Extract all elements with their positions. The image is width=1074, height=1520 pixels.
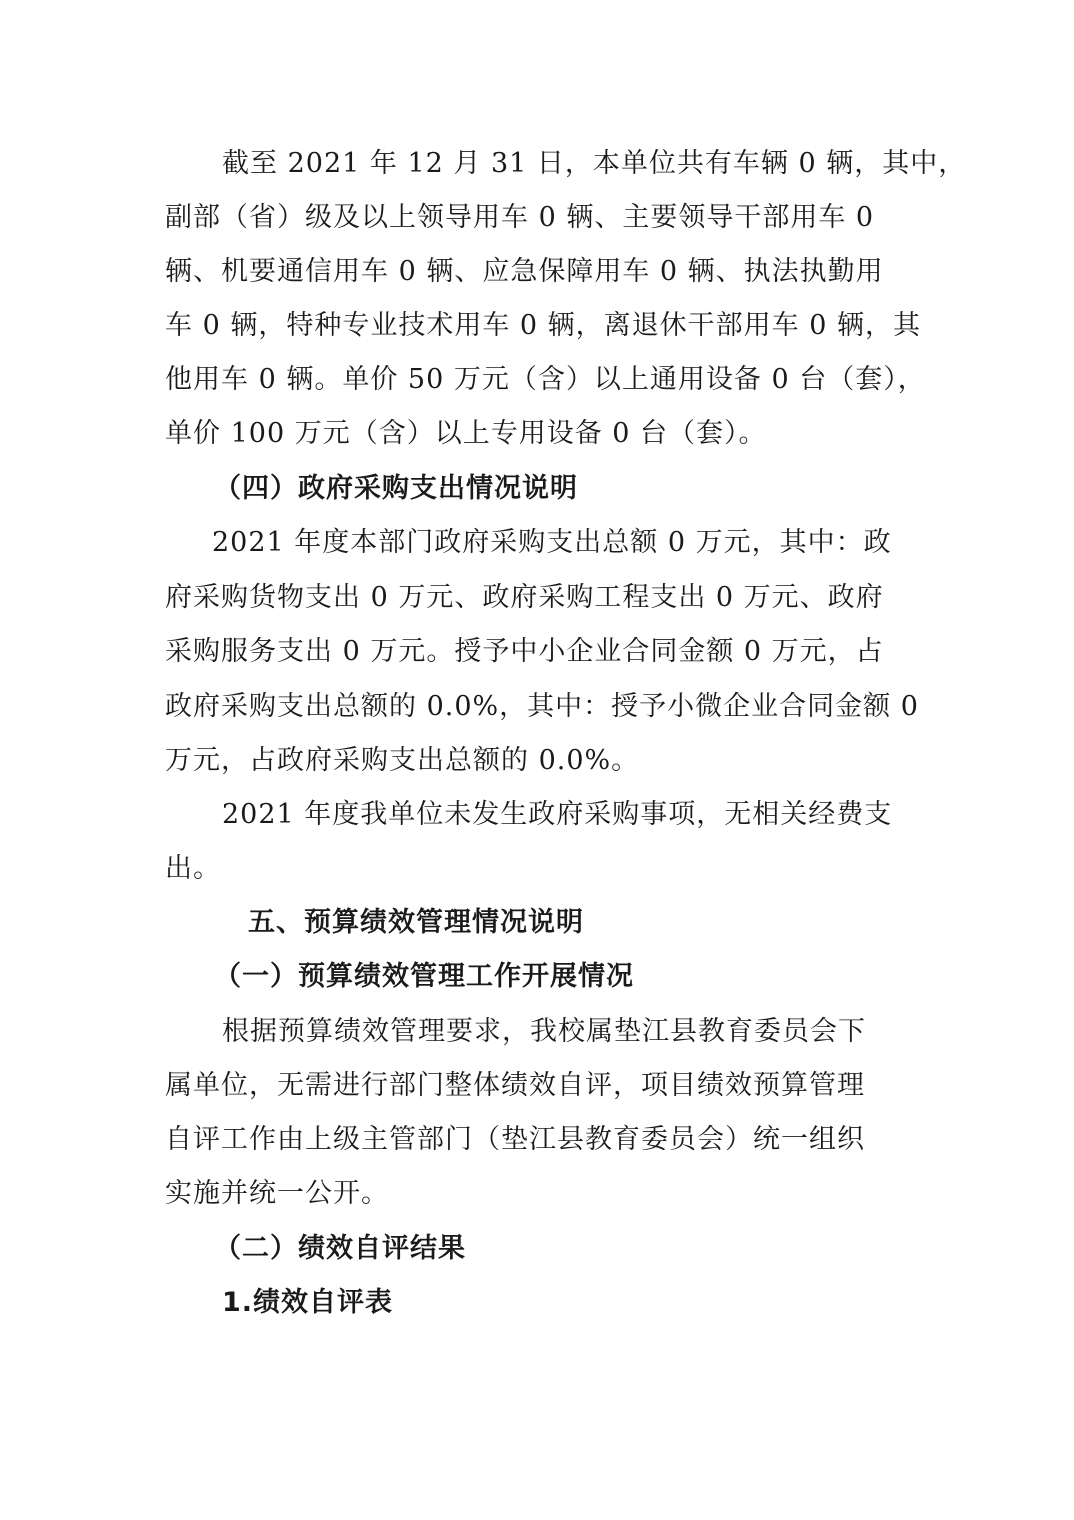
procurement-line-4: 政府采购支出总额的 0.0%，其中：授予小微企业合同金额 0	[165, 691, 919, 722]
section5-heading: 五、预算绩效管理情况说明	[248, 907, 584, 938]
perf-work-heading: （一）预算绩效管理工作开展情况	[214, 961, 634, 992]
vehicles-line-6: 单价 100 万元（含）以上专用设备 0 台（套）。	[165, 418, 767, 449]
no-procurement-line-1: 2021 年度我单位未发生政府采购事项，无相关经费支	[222, 799, 893, 830]
vehicles-line-1: 截至 2021 年 12 月 31 日，本单位共有车辆 0 辆，其中，	[222, 148, 967, 179]
procurement-line-2: 府采购货物支出 0 万元、政府采购工程支出 0 万元、政府	[165, 582, 884, 613]
vehicles-line-3: 辆、机要通信用车 0 辆、应急保障用车 0 辆、执法执勤用	[165, 256, 884, 287]
perf-result-heading: （二）绩效自评结果	[214, 1233, 466, 1264]
vehicles-line-5: 他用车 0 辆。单价 50 万元（含）以上通用设备 0 台（套），	[165, 364, 926, 395]
vehicles-line-2: 副部（省）级及以上领导用车 0 辆、主要领导干部用车 0	[165, 202, 875, 233]
perf-work-line-1: 根据预算绩效管理要求，我校属垫江县教育委员会下	[222, 1016, 866, 1047]
perf-work-line-4: 实施并统一公开。	[165, 1178, 389, 1209]
self-eval-table-heading: 1.绩效自评表	[222, 1287, 394, 1318]
perf-work-line-2: 属单位，无需进行部门整体绩效自评，项目绩效预算管理	[165, 1070, 865, 1101]
procurement-line-5: 万元，占政府采购支出总额的 0.0%。	[165, 745, 640, 776]
vehicles-line-4: 车 0 辆，特种专业技术用车 0 辆，离退休干部用车 0 辆，其	[165, 310, 922, 341]
procurement-line-3: 采购服务支出 0 万元。授予中小企业合同金额 0 万元，占	[165, 636, 884, 667]
procurement-line-1: 2021 年度本部门政府采购支出总额 0 万元，其中：政	[212, 527, 892, 558]
no-procurement-line-2: 出。	[165, 853, 221, 884]
perf-work-line-3: 自评工作由上级主管部门（垫江县教育委员会）统一组织	[165, 1124, 865, 1155]
procurement-heading: （四）政府采购支出情况说明	[214, 473, 578, 504]
